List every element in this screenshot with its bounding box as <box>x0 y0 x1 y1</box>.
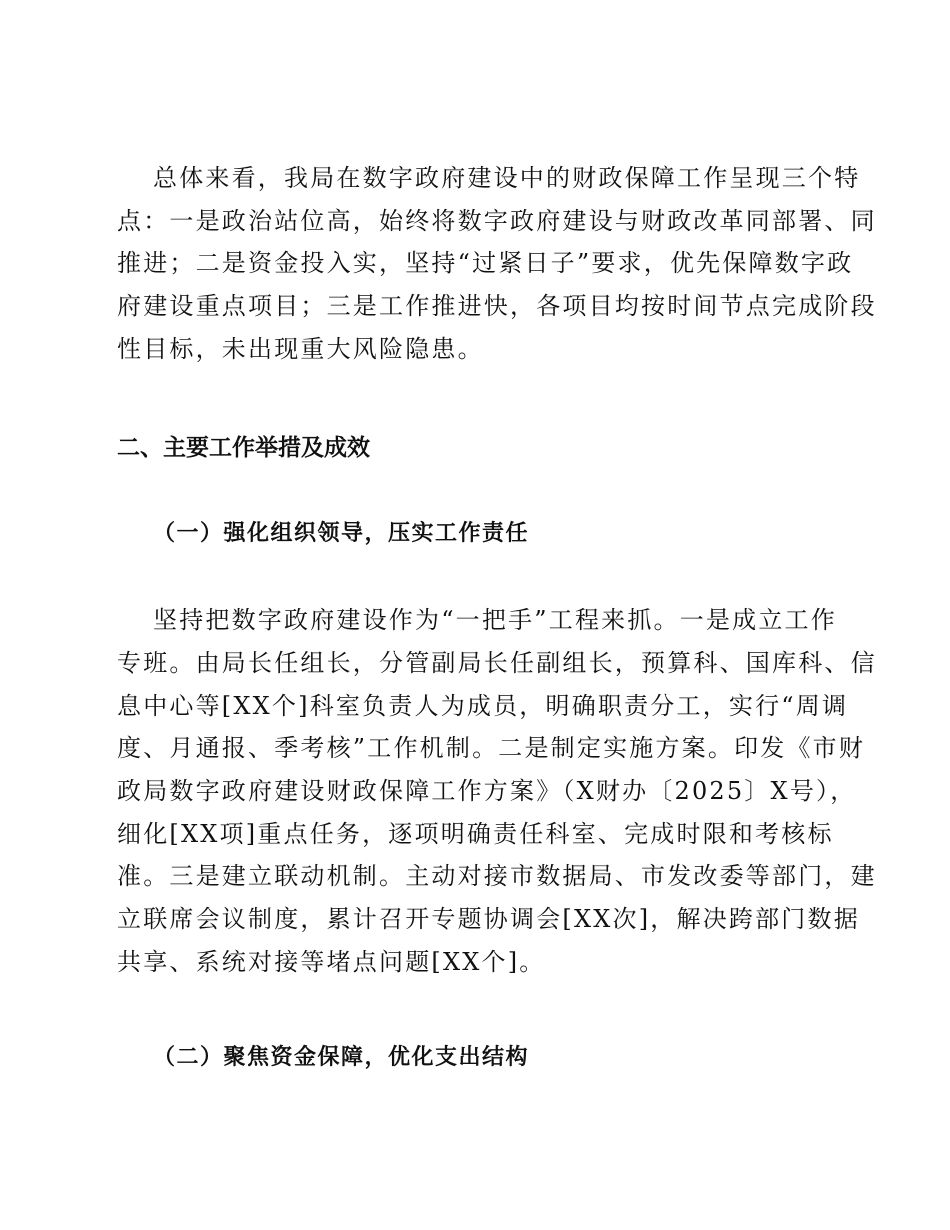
paragraph-1-line-1: 总体来看，我局在数字政府建设中的财政保障工作呈现三个特 <box>153 164 861 192</box>
paragraph-2-line-7: 准。三是建立联动机制。主动对接市数据局、市发改委等部门，建 <box>117 862 877 890</box>
paragraph-2-line-8: 立联席会议制度，累计召开专题协调会[XX次]，解决跨部门数据 <box>117 905 860 933</box>
paragraph-2-line-2: 专班。由局长任组长，分管副局长任副组长，预算科、国库科、信 <box>117 649 877 677</box>
paragraph-1-line-2: 点：一是政治站位高，始终将数字政府建设与财政改革同部署、同 <box>117 207 877 235</box>
paragraph-2-line-6: 细化[XX项]重点任务，逐项明确责任科室、完成时限和考核标 <box>117 820 834 848</box>
paragraph-1-line-3: 推进；二是资金投入实，坚持“过紧日子”要求，优先保障数字政 <box>117 249 854 277</box>
paragraph-2-line-1: 坚持把数字政府建设作为“一把手”工程来抓。一是成立工作 <box>153 606 837 634</box>
paragraph-2-line-3: 息中心等[XX个]科室负责人为成员，明确职责分工，实行“周调 <box>117 692 849 720</box>
subsection-heading-2: （二）聚焦资金保障，优化支出结构 <box>153 1044 530 1070</box>
paragraph-2-line-9: 共享、系统对接等堵点问题[XX个]。 <box>117 948 546 976</box>
paragraph-1-line-5: 性目标，未出现重大风险隐患。 <box>117 335 484 363</box>
subsection-heading-1: （一）强化组织领导，压实工作责任 <box>153 520 530 546</box>
paragraph-2-line-5: 政局数字政府建设财政保障工作方案》（X财办〔2025〕X号）， <box>117 777 857 805</box>
paragraph-1-line-4: 府建设重点项目；三是工作推进快，各项目均按时间节点完成阶段 <box>117 292 877 320</box>
paragraph-2-line-4: 度、月通报、季考核”工作机制。二是制定实施方案。印发《市财 <box>117 734 866 762</box>
section-heading: 二、主要工作举措及成效 <box>117 435 370 461</box>
